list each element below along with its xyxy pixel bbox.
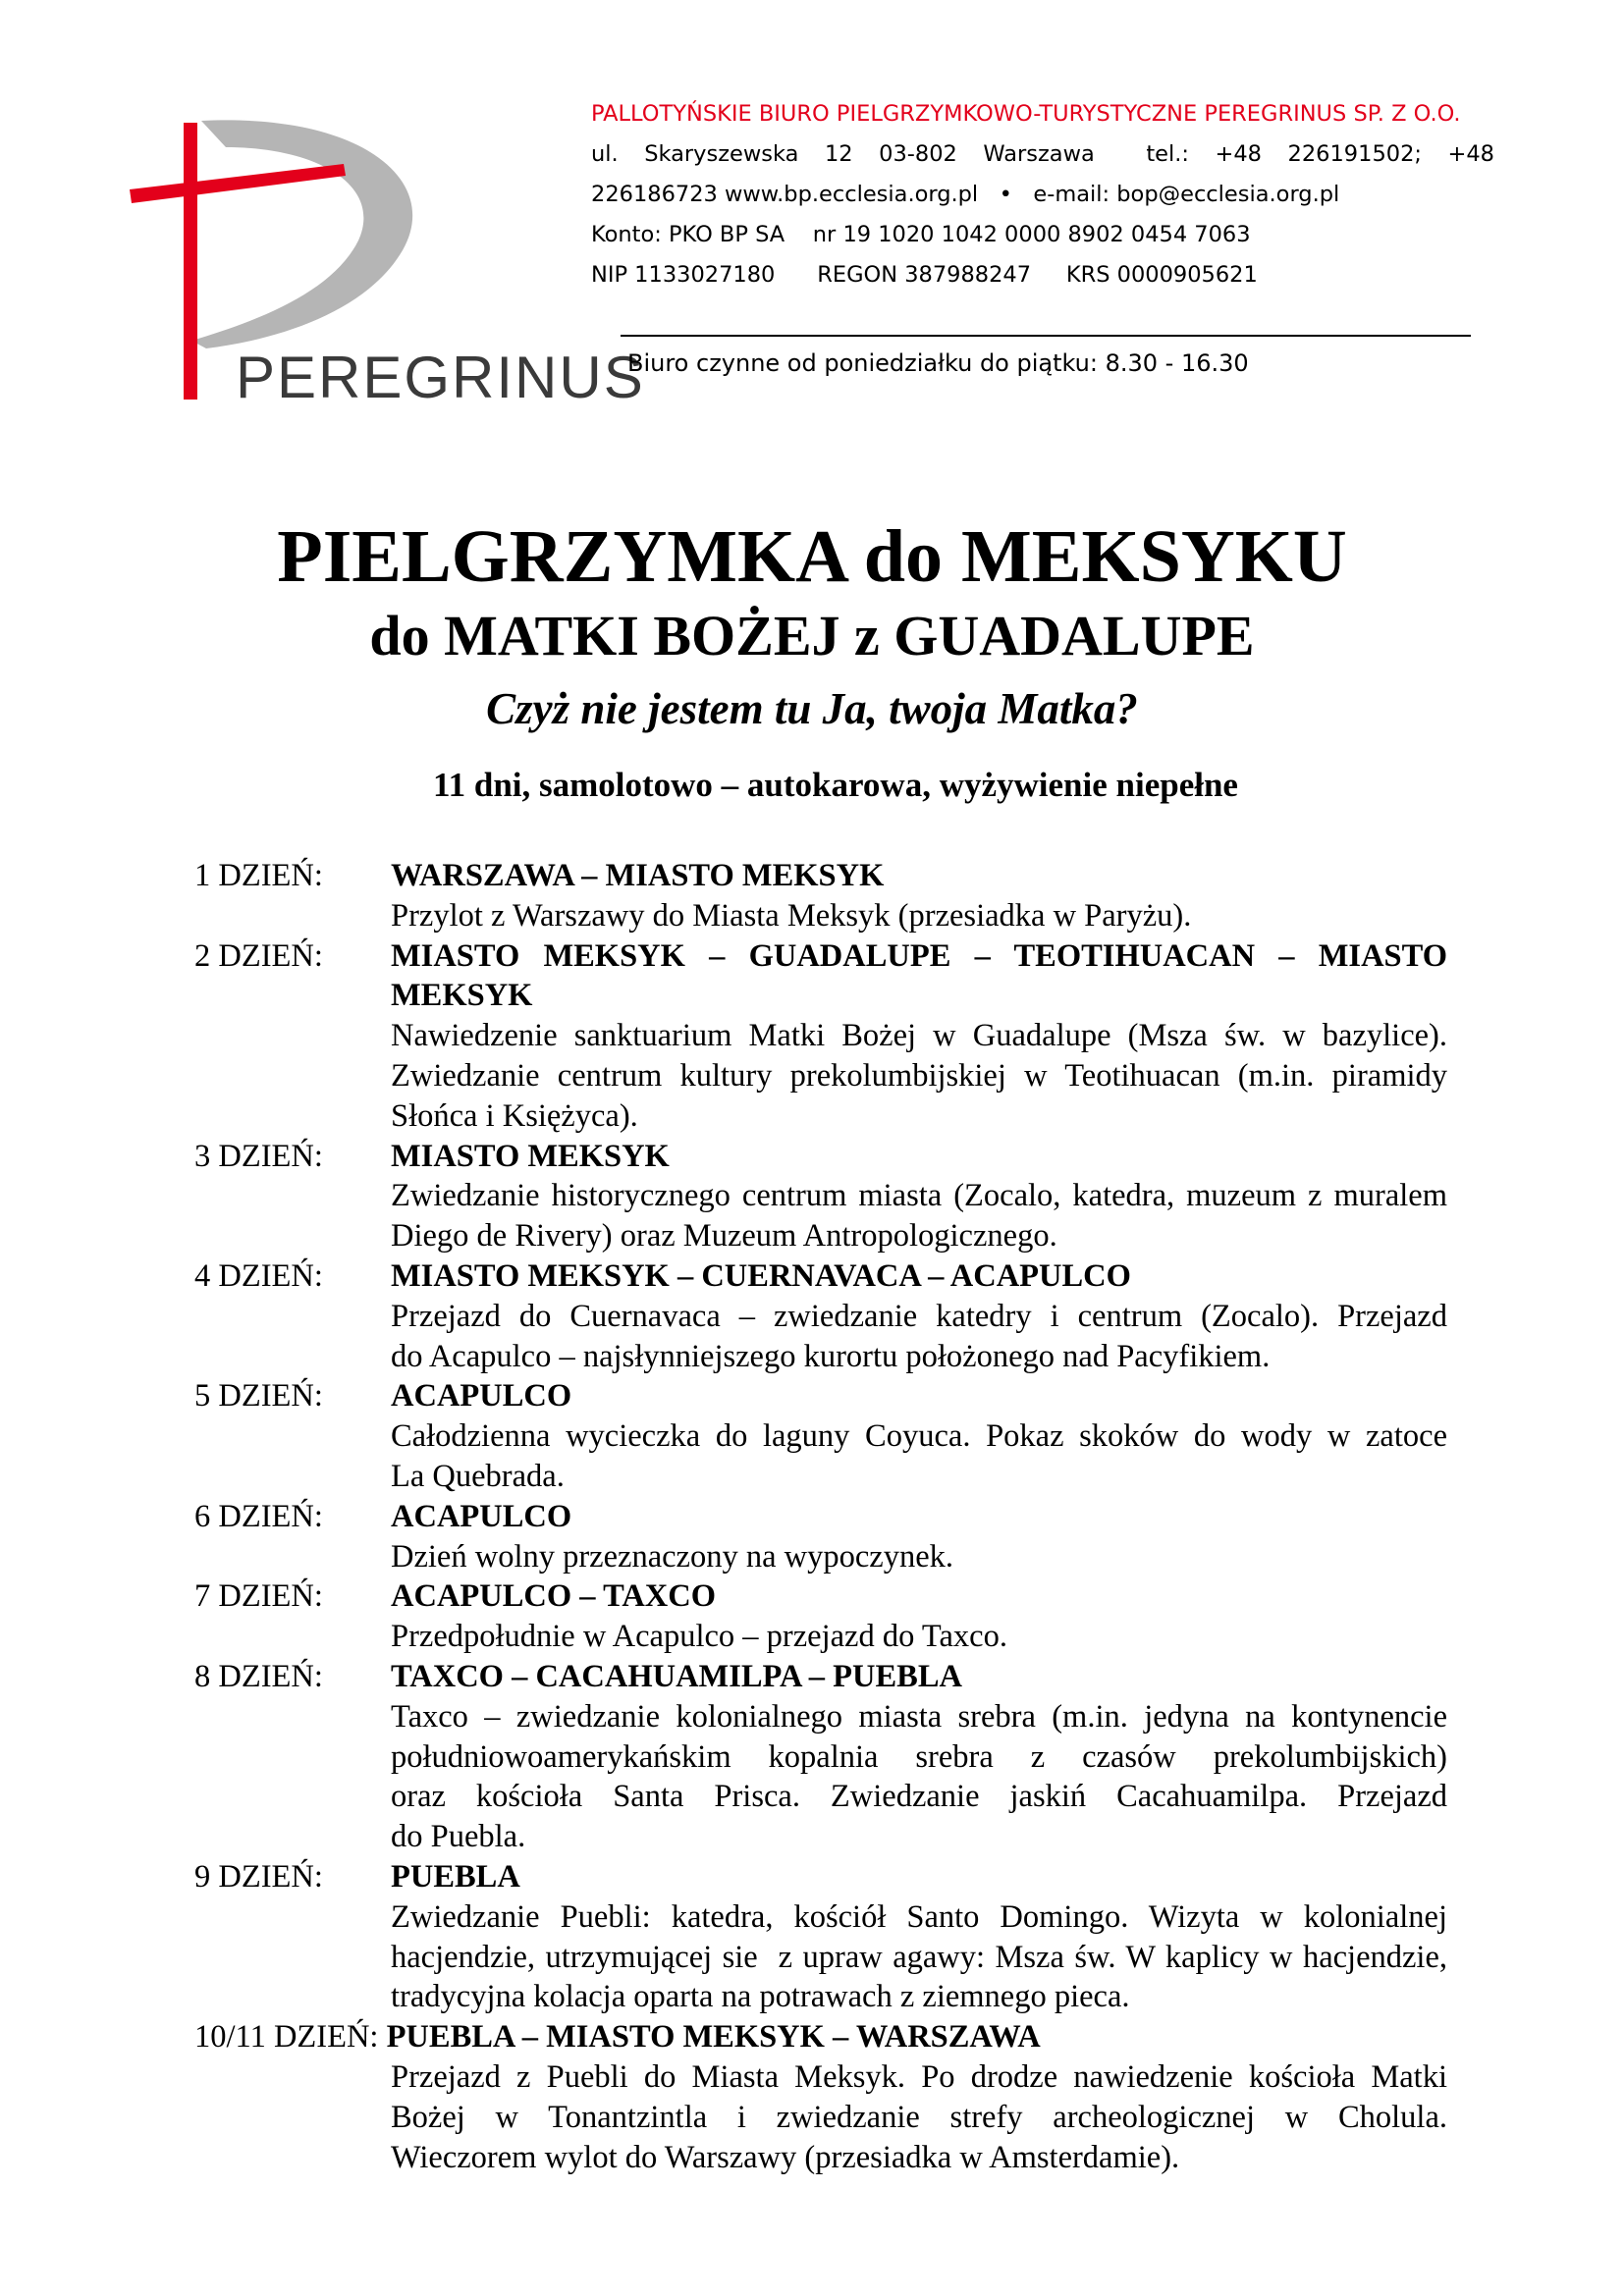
subtitle: do MATKI BOŻEJ z GUADALUPE [369,604,1255,667]
day-label: 1 DZIEŃ: [194,858,323,893]
itinerary-day [194,1256,1447,1376]
day-route: TAXCO – CACAHUAMILPA – PUEBLA [391,1658,963,1694]
address-word: Skaryszewska [644,141,799,167]
day-description [391,1897,1447,2017]
itinerary-day [194,1657,1447,1857]
description-line: do Puebla. [391,1819,526,1855]
description-line: Całodzienna wycieczka do laguny Coyuca. Pokaz skoków do wody w zatoce [391,1418,1447,1455]
address-word: +48 [1215,141,1262,167]
description-line: Dzień wolny przeznaczony na wypoczynek. [391,1538,954,1575]
day-route: MIASTO MEKSYK – CUERNAVACA – ACAPULCO [391,1257,1131,1294]
office-hours: Biuro czynne od poniedziałku do piątku: 8.30 - 16.30 [627,349,1249,377]
description-line: Słońca i Księżyca). [391,1097,638,1134]
description-line: Zwiedzanie centrum kultury prekolumbijskiej w Teotihuacan (m.in. piramidy [391,1057,1447,1094]
itinerary-day [194,1857,1447,2017]
logo-cross-vertical [184,123,197,400]
day-label: 3 DZIEŃ: [194,1138,323,1174]
itinerary-day [194,2017,1447,2177]
address-word: +48 [1447,141,1494,167]
day-label: 2 DZIEŃ: [194,937,323,974]
description-line: do Acapulco – najsłynniejszego kurortu położonego nad Pacyfikiem. [391,1338,1271,1374]
logo-cross-horizontal [130,164,346,203]
day-route: PUEBLA – MIASTO MEKSYK – WARSZAWA [386,2019,1041,2056]
itinerary-day [194,1576,1447,1657]
description-line: Zwiedzanie Puebli: katedra, kościół Santo Domingo. Wizyta w kolonialnej [391,1898,1447,1935]
description-line: południowoamerykańskim kopalnia srebra z czasów prekolumbijskich) [391,1738,1447,1775]
trip-summary: 11 dni, samolotowo – autokarowa, wyżywienie niepełne [433,766,1238,804]
day-description [391,1416,1447,1497]
description-line: Taxco – zwiedzanie kolonialnego miasta srebra (m.in. jedyna na kontynencie [391,1698,1447,1735]
description-line: La Quebrada. [391,1458,565,1494]
itinerary [194,856,1447,2177]
day-label: 5 DZIEŃ: [194,1378,323,1415]
description-line: Przylot z Warszawy do Miasta Meksyk (przesiadka w Paryżu). [391,897,1192,934]
day-route: MIASTO MEKSYK – GUADALUPE – TEOTIHUACAN – MIASTO MEKSYK [391,937,1447,1014]
motto: Czyż nie jestem tu Ja, twoja Matka? [486,684,1138,733]
day-route: ACAPULCO [391,1498,572,1534]
description-line: Przejazd z Puebli do Miasta Meksyk. Po drodze nawiedzenie kościoła Matki [391,2058,1447,2095]
day-route: MIASTO MEKSYK [391,1138,670,1174]
day-route: WARSZAWA – MIASTO MEKSYK [391,858,885,893]
description-line: Bożej w Tonantzintla i zwiedzanie strefy archeologicznej w Cholula. [391,2099,1447,2135]
itinerary-day [194,1137,1447,1256]
address-word: 12 [824,141,853,167]
description-line: Przejazd do Cuernavaca – zwiedzanie katedry i centrum (Zocalo). Przejazd [391,1298,1447,1334]
contact-line: 226186723 www.bp.ecclesia.org.pl • e-mail: bop@ecclesia.org.pl [591,182,1340,207]
header-divider [621,335,1471,337]
ids-line: NIP 1133027180 REGON 387988247 KRS 0000905621 [591,262,1258,288]
main-title: PIELGRZYMKA do MEKSYKU [277,515,1347,598]
day-description [391,1016,1447,1136]
description-line: hacjendzie, utrzymującej sie z upraw agawy: Msza św. W kaplicy w hacjendzie, [391,1939,1447,1975]
description-line: oraz kościoła Santa Prisca. Zwiedzanie jaskiń Cacahuamilpa. Przejazd [391,1779,1447,1815]
day-label: 7 DZIEŃ: [194,1578,323,1615]
description-line: Diego de Rivery) oraz Muzeum Antropologicznego. [391,1218,1057,1255]
description-line: Przedpołudnie w Acapulco – przejazd do Taxco. [391,1619,1007,1655]
address-word: ul. [591,141,619,167]
address-word: tel.: [1146,141,1189,167]
day-route: PUEBLA [391,1858,520,1895]
bank-line: Konto: PKO BP SA nr 19 1020 1042 0000 8902 0454 7063 [591,222,1251,247]
day-label: 4 DZIEŃ: [194,1257,323,1294]
itinerary-day [194,1376,1447,1496]
company-header [591,94,1558,295]
day-description [391,1176,1447,1256]
itinerary-day [194,936,1447,1137]
day-description [391,1617,1447,1657]
company-name: PALLOTYŃSKIE BIURO PIELGRZYMKOWO-TURYSTYCZNE PEREGRINUS SP. Z O.O. [591,101,1461,127]
address-word: 03-802 [879,141,957,167]
day-route: ACAPULCO [391,1378,572,1415]
day-label: 6 DZIEŃ: [194,1498,323,1534]
logo-swoosh [191,120,412,348]
address-word: 226191502; [1287,141,1422,167]
day-description [391,1297,1447,1377]
day-description [391,2057,1447,2177]
day-description [391,1537,1447,1577]
day-label: 10/11 DZIEŃ: [194,2019,379,2056]
day-route: ACAPULCO – TAXCO [391,1578,717,1615]
description-line: Nawiedzenie sanktuarium Matki Bożej w Guadalupe (Msza św. w bazylice). [391,1018,1447,1054]
description-line: tradycyjna kolacja oparta na potrawach z ziemnego pieca. [391,1979,1130,2015]
day-label: 8 DZIEŃ: [194,1658,323,1694]
itinerary-day [194,856,1447,936]
day-description [391,896,1447,936]
logo-wordmark: PEREGRINUS [236,345,645,410]
itinerary-day [194,1497,1447,1577]
description-line: Zwiedzanie historycznego centrum miasta (Zocalo, katedra, muzeum z muralem [391,1178,1447,1214]
address-word: Warszawa [983,141,1095,167]
address-line [591,134,1494,175]
day-description [391,1697,1447,1857]
day-label: 9 DZIEŃ: [194,1858,323,1895]
description-line: Wieczorem wylot do Warszawy (przesiadka w Amsterdamie). [391,2139,1180,2175]
